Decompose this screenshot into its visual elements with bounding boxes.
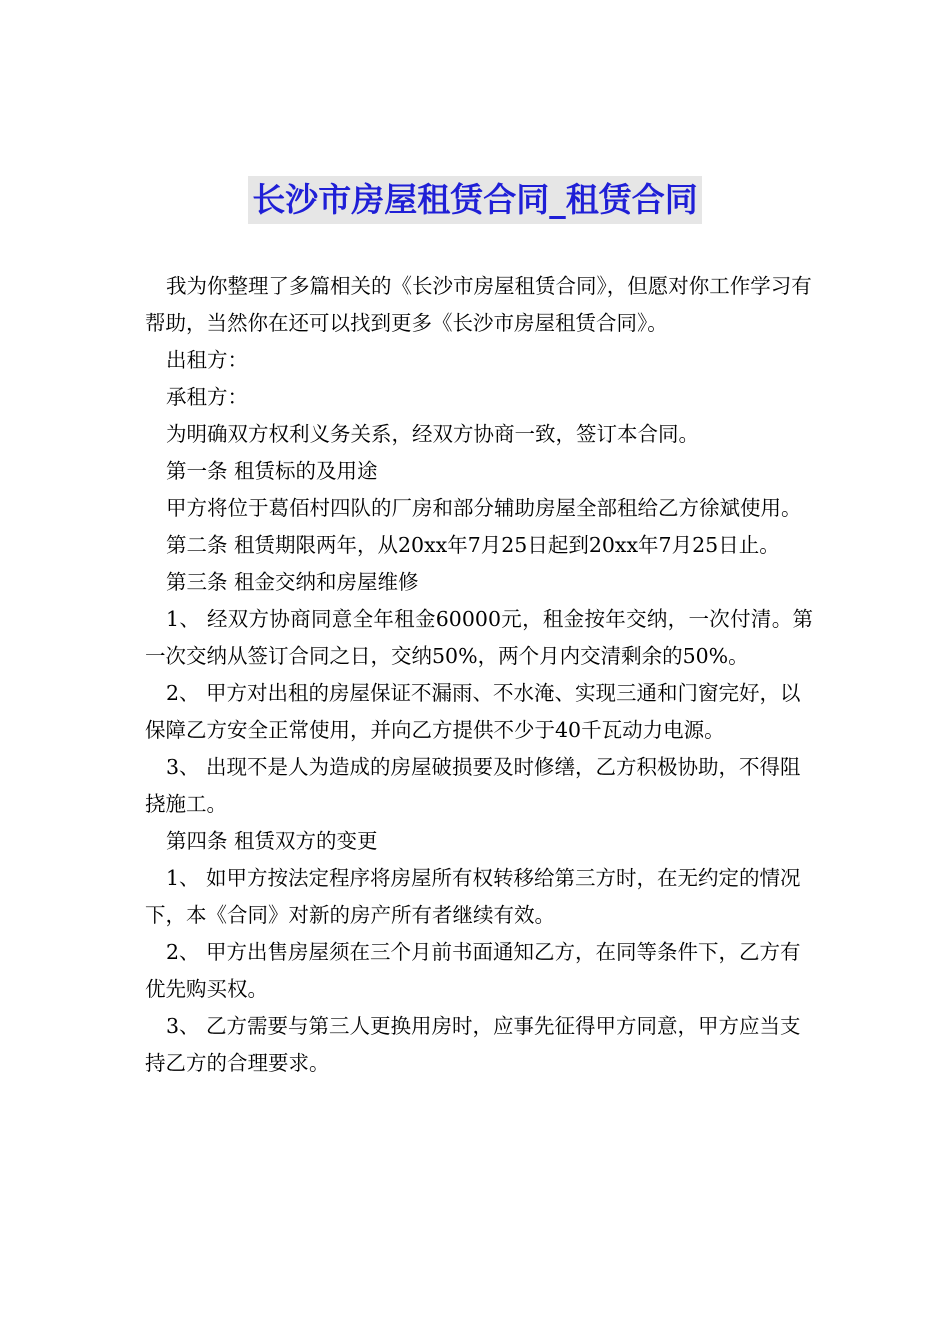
paragraph-purpose: 为明确双方权利义务关系，经双方协商一致，签订本合同。: [166, 422, 699, 446]
title-container: [0, 176, 950, 224]
paragraph-lessee: 承租方：: [166, 385, 248, 409]
article-4-item-1: 1、 如甲方按法定程序将房屋所有权转移给第三方时，在无约定的情况下，本《合同》对新的房产所有者继续有效。: [145, 866, 801, 927]
article-4-item-3: 3、 乙方需要与第三人更换用房时，应事先征得甲方同意，甲方应当支持乙方的合理要求。: [145, 1014, 801, 1075]
article-3-item-3: 3、 出现不是人为造成的房屋破损要及时修缮，乙方积极协助，不得阻挠施工。: [145, 755, 801, 816]
article-3-item-1: 1、 经双方协商同意全年租金60000元，租金按年交纳，一次付清。第一次交纳从签订合同之日，交纳50%，两个月内交清剩余的50%。: [145, 607, 813, 668]
article-1-text: 甲方将位于葛佰村四队的厂房和部分辅助房屋全部租给乙方徐斌使用。: [166, 496, 802, 520]
article-3-heading: 第三条 租金交纳和房屋维修: [166, 570, 419, 594]
document-title: 长沙市房屋租赁合同_租赁合同: [248, 176, 702, 224]
article-1-heading: 第一条 租赁标的及用途: [166, 459, 378, 483]
article-2-text: 第二条 租赁期限两年，从20xx年7月25日起到20xx年7月25日止。: [166, 533, 780, 557]
paragraph-intro: 我为你整理了多篇相关的《长沙市房屋租赁合同》，但愿对你工作学习有帮助，当然你在还可以找到更多《长沙市房屋租赁合同》。: [145, 274, 812, 335]
paragraph-lessor: 出租方：: [166, 348, 248, 372]
document-body: [145, 268, 813, 1082]
article-3-item-2: 2、 甲方对出租的房屋保证不漏雨、不水淹、实现三通和门窗完好，以保障乙方安全正常使用，并向乙方提供不少于40千瓦动力电源。: [145, 681, 801, 742]
article-4-item-2: 2、 甲方出售房屋须在三个月前书面通知乙方，在同等条件下，乙方有优先购买权。: [145, 940, 801, 1001]
article-4-heading: 第四条 租赁双方的变更: [166, 829, 378, 853]
